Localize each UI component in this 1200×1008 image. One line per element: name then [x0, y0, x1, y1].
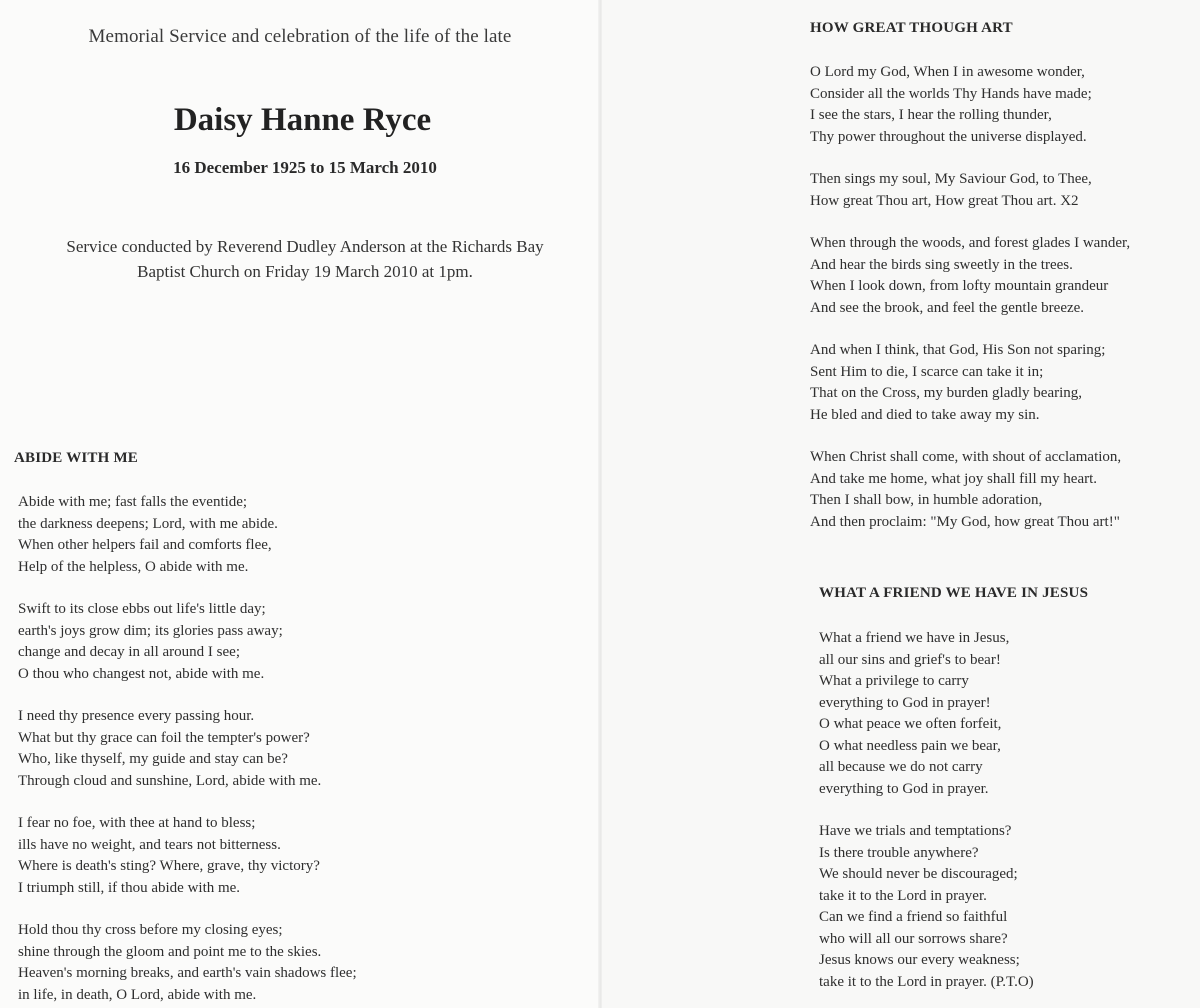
service-details-line: Service conducted by Reverend Dudley Anderson at the Richards Bay — [66, 237, 544, 256]
hymn-lyrics-abide-with-me — [18, 492, 357, 1006]
hymn-stanza — [18, 813, 357, 899]
deceased-name: Daisy Hanne Ryce — [173, 102, 432, 138]
hymn-stanza — [18, 706, 357, 792]
lyric-line: Jesus knows our every weakness; — [819, 952, 1020, 968]
lyric-line: What a privilege to carry — [819, 673, 969, 689]
lyric-line: And take me home, what joy shall fill my heart. — [810, 470, 1098, 487]
lyric-line: who will all our sorrows share? — [819, 930, 1008, 947]
lyric-line: earth's joys grow dim; its glories pass away; — [18, 622, 283, 639]
lyric-line: take it to the Lord in prayer. (P.T.O) — [819, 973, 1034, 990]
lyric-line: And hear the birds sing sweetly in the trees. — [810, 256, 1073, 273]
lyric-line: O what needless pain we bear, — [819, 737, 1001, 754]
lyric-line: When through the woods, and forest glades I wander, — [810, 235, 1131, 251]
lyric-line: Abide with me; fast falls the eventide; — [18, 494, 248, 510]
lyric-line: ills have no weight, and tears not bitterness. — [18, 836, 281, 853]
service-details — [0, 234, 610, 284]
lyric-line: When Christ shall come, with shout of acclamation, — [810, 449, 1122, 465]
hymn-stanza — [810, 340, 1130, 426]
hymn-stanza — [819, 628, 1034, 800]
lyric-line: How great Thou art, How great Thou art. X2 — [810, 192, 1079, 209]
life-dates: 16 December 1925 to 15 March 2010 — [173, 158, 437, 177]
hymn-stanza — [18, 492, 357, 578]
lyric-line: Consider all the worlds Thy Hands have made; — [810, 85, 1092, 102]
lyric-line: O what peace we often forfeit, — [819, 716, 1002, 732]
lyric-line: Where is death's sting? Where, grave, thy victory? — [18, 858, 320, 874]
memorial-heading: Memorial Service and celebration of the life of the late — [88, 26, 512, 47]
hymn-title-what-a-friend: WHAT A FRIEND WE HAVE IN JESUS — [819, 585, 1089, 601]
lyric-line: I triumph still, if thou abide with me. — [18, 879, 241, 896]
service-details-line: Baptist Church on Friday 19 March 2010 at 1pm. — [137, 262, 473, 281]
lyric-line: When I look down, from lofty mountain grandeur — [810, 278, 1109, 294]
lyric-line: change and decay in all around I see; — [18, 644, 240, 660]
lyric-line: Hold thou thy cross before my closing eyes; — [18, 922, 283, 938]
lyric-line: When other helpers fail and comforts flee, — [18, 537, 272, 553]
lyric-line: everything to God in prayer. — [819, 780, 989, 797]
hymn-lyrics-what-a-friend — [819, 628, 1034, 993]
lyric-line: Through cloud and sunshine, Lord, abide with me. — [18, 772, 322, 789]
lyric-line: all our sins and grief's to bear! — [819, 651, 1001, 668]
hymn-stanza — [819, 821, 1034, 993]
lyric-line: take it to the Lord in prayer. — [819, 887, 987, 904]
hymn-stanza — [18, 599, 357, 685]
lyric-line: the darkness deepens; Lord, with me abide. — [18, 515, 278, 532]
lyric-line: Can we find a friend so faithful — [819, 909, 1008, 925]
lyric-line: What but thy grace can foil the tempter's power? — [18, 729, 310, 746]
hymn-title-abide-with-me: ABIDE WITH ME — [14, 450, 139, 466]
lyric-line: shine through the gloom and point me to the skies. — [18, 943, 322, 960]
hymn-stanza — [810, 447, 1130, 533]
page-fold — [598, 0, 602, 1008]
hymn-stanza — [810, 62, 1130, 148]
lyric-line: I fear no foe, with thee at hand to bless; — [18, 815, 256, 831]
lyric-line: I see the stars, I hear the rolling thunder, — [810, 107, 1052, 123]
hymn-lyrics-how-great-though-art — [810, 62, 1130, 533]
lyric-line: Help of the helpless, O abide with me. — [18, 558, 249, 575]
hymn-stanza — [810, 169, 1130, 212]
lyric-line: in life, in death, O Lord, abide with me. — [18, 986, 257, 1003]
lyric-line: Then sings my soul, My Saviour God, to Thee, — [810, 171, 1092, 187]
hymn-title-how-great-though-art: HOW GREAT THOUGH ART — [810, 20, 1013, 36]
lyric-line: Then I shall bow, in humble adoration, — [810, 492, 1043, 508]
lyric-line: O Lord my God, When I in awesome wonder, — [810, 64, 1085, 80]
lyric-line: He bled and died to take away my sin. — [810, 406, 1040, 423]
lyric-line: O thou who changest not, abide with me. — [18, 665, 265, 682]
lyric-line: Heaven's morning breaks, and earth's vain shadows flee; — [18, 965, 357, 981]
lyric-line: What a friend we have in Jesus, — [819, 630, 1010, 646]
lyric-line: Swift to its close ebbs out life's little day; — [18, 601, 266, 617]
lyric-line: We should never be discouraged; — [819, 866, 1018, 882]
lyric-line: And see the brook, and feel the gentle breeze. — [810, 299, 1085, 316]
lyric-line: I need thy presence every passing hour. — [18, 708, 255, 724]
lyric-line: And then proclaim: "My God, how great Thou art!" — [810, 513, 1120, 530]
lyric-line: Thy power throughout the universe displayed. — [810, 128, 1087, 145]
hymn-stanza — [18, 920, 357, 1006]
lyric-line: Who, like thyself, my guide and stay can be? — [18, 751, 288, 767]
lyric-line: Sent Him to die, I scarce can take it in; — [810, 363, 1044, 380]
lyric-line: Is there trouble anywhere? — [819, 844, 979, 861]
lyric-line: And when I think, that God, His Son not sparing; — [810, 342, 1106, 358]
lyric-line: all because we do not carry — [819, 759, 983, 775]
lyric-line: Have we trials and temptations? — [819, 823, 1012, 839]
lyric-line: That on the Cross, my burden gladly bearing, — [810, 385, 1083, 401]
hymn-stanza — [810, 233, 1130, 319]
lyric-line: everything to God in prayer! — [819, 694, 991, 711]
